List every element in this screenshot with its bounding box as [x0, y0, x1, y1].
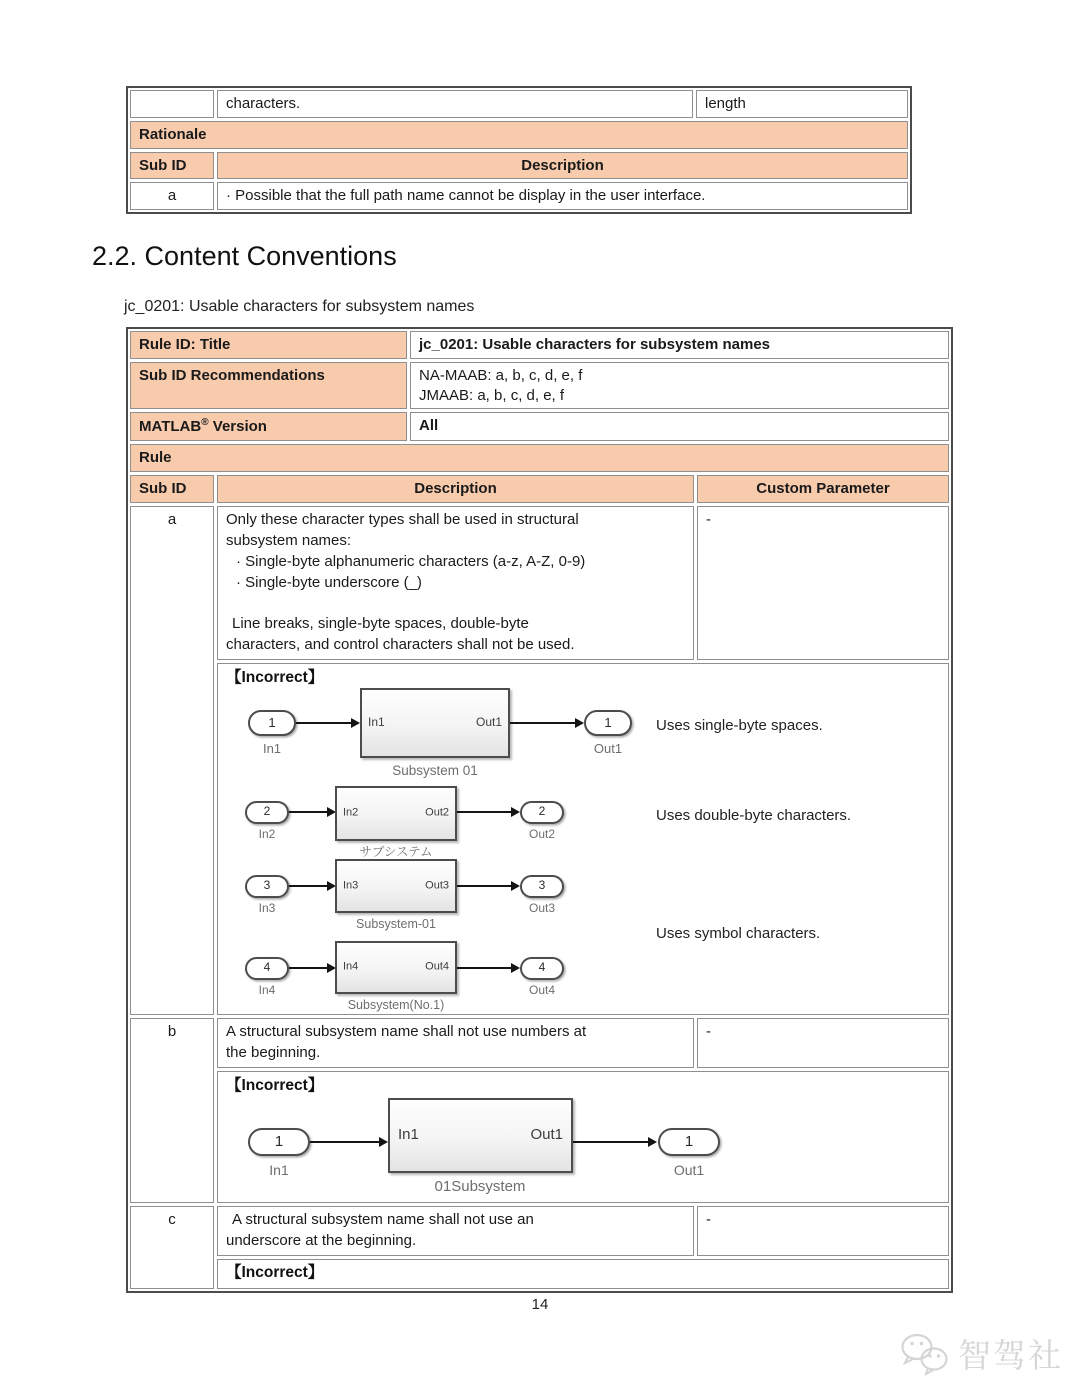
- outport-label: Out2: [528, 826, 555, 841]
- subsystem-name: Subsystem(No.1): [347, 997, 445, 1012]
- subid-header: Sub ID: [130, 152, 214, 180]
- outport-label: Out1: [593, 740, 623, 756]
- na-maab-line: NA-MAAB: a, b, c, d, e, f: [419, 366, 583, 384]
- signal-wire: [457, 811, 512, 813]
- diagram-caption: Uses symbol characters.: [656, 924, 821, 942]
- inport-label: In4: [258, 982, 276, 997]
- jmaab-line: JMAAB: a, b, c, d, e, f: [419, 386, 565, 404]
- inport-label: In1: [262, 740, 282, 756]
- arrowhead-icon: [351, 718, 360, 728]
- col-header-custom-parameter: Custom Parameter: [697, 475, 949, 503]
- inport-block: 3: [245, 875, 289, 898]
- block-inport-label: In3: [343, 879, 359, 892]
- subid-recommendations-label: Sub ID Recommendations: [130, 362, 407, 410]
- subsystem-name: サブシステム: [359, 844, 433, 859]
- signal-wire: [573, 1141, 649, 1143]
- incorrect-label: 【Incorrect】: [226, 1263, 324, 1281]
- diagram-caption: Uses single-byte spaces.: [656, 716, 823, 734]
- description-c: A structural subsystem name shall not use an underscore at the beginning.: [217, 1206, 694, 1256]
- subid-value: a: [130, 182, 214, 210]
- continuation-table: [126, 86, 912, 214]
- rationale-text: · Possible that the full path name cannot be display in the user interface.: [217, 182, 908, 210]
- arrowhead-icon: [511, 881, 520, 891]
- signal-wire: [296, 722, 352, 724]
- inport-label: In3: [258, 900, 276, 915]
- block-inport-label: In4: [343, 961, 359, 974]
- signal-wire: [310, 1141, 380, 1143]
- col-header-subid: Sub ID: [130, 475, 214, 503]
- table-row: [130, 152, 908, 180]
- table-row: [130, 362, 949, 410]
- outport-label: Out4: [528, 982, 555, 997]
- arrowhead-icon: [575, 718, 584, 728]
- wechat-logo-icon: [898, 1331, 952, 1377]
- signal-wire: [457, 967, 512, 969]
- subsystem-block: [388, 1098, 573, 1173]
- rule-table: [126, 327, 953, 1293]
- arrowhead-icon: [511, 807, 520, 817]
- block-outport-label: Out4: [425, 961, 449, 974]
- rule-subheading: jc_0201: Usable characters for subsystem names: [124, 298, 475, 315]
- signal-wire: [289, 885, 329, 887]
- block-inport-label: In2: [343, 807, 359, 820]
- description-a: Only these character types shall be used in structural subsystem names: · Single-byte alphanumeric characters (a-z, A-Z, 0-9) · Single-byte underscore (_) Line breaks, single-byte spaces, double-byte characters, and control characters shall not be used.: [217, 506, 694, 660]
- subid-recommendations-value: [410, 362, 949, 410]
- incorrect-examples-c: [217, 1259, 949, 1289]
- rule-row-a: [130, 506, 949, 1015]
- arrowhead-icon: [511, 963, 520, 973]
- rule-row-b: [130, 1018, 949, 1203]
- subsystem-block: [335, 786, 457, 841]
- custom-param-c: -: [697, 1206, 949, 1256]
- arrowhead-icon: [648, 1137, 657, 1147]
- subsystem-block: [335, 941, 457, 994]
- watermark: [898, 1330, 1063, 1377]
- table-row: [130, 412, 949, 441]
- subsystem-name: Subsystem-01: [356, 916, 436, 931]
- rationale-header: Rationale: [130, 121, 908, 149]
- table-row: [130, 182, 908, 210]
- incorrect-label: 【Incorrect】: [226, 668, 324, 686]
- signal-wire: [289, 967, 329, 969]
- incorrect-label: 【Incorrect】: [226, 1076, 324, 1094]
- arrowhead-icon: [379, 1137, 388, 1147]
- outport-block: 4: [520, 957, 564, 980]
- block-outport-label: Out1: [530, 1126, 563, 1144]
- length-cell: length: [696, 90, 908, 118]
- diagram-caption: Uses double-byte characters.: [656, 806, 852, 824]
- outport-label: Out3: [528, 900, 555, 915]
- table-row: [130, 121, 908, 149]
- table-row: [130, 444, 949, 472]
- characters-cell: characters.: [217, 90, 693, 118]
- description-header: Description: [217, 152, 908, 180]
- table-row: [130, 331, 949, 359]
- rule-row-c: [130, 1206, 949, 1289]
- rule-header: Rule: [130, 444, 949, 472]
- inport-label: In1: [269, 1161, 289, 1178]
- block-outport-label: Out1: [475, 714, 502, 729]
- custom-param-a: -: [697, 506, 949, 660]
- subid-c: c: [130, 1206, 214, 1289]
- matlab-version-label: MATLAB® Version: [130, 412, 407, 441]
- subsystem-block: [335, 859, 457, 913]
- rule-id-value: jc_0201: Usable characters for subsystem names: [410, 331, 949, 359]
- block-inport-label: In1: [368, 714, 385, 729]
- outport-block: 3: [520, 875, 564, 898]
- subid-a: a: [130, 506, 214, 1015]
- matlab-version-value: All: [410, 412, 949, 441]
- outport-block: 2: [520, 801, 564, 824]
- empty-cell: [130, 90, 214, 118]
- inport-block: 1: [248, 1128, 310, 1156]
- col-header-description: Description: [217, 475, 694, 503]
- block-outport-label: Out3: [425, 879, 449, 892]
- inport-block: 1: [248, 710, 296, 736]
- incorrect-examples-b: [217, 1071, 949, 1203]
- description-b: A structural subsystem name shall not use numbers at the beginning.: [217, 1018, 694, 1068]
- subsystem-block: [360, 688, 510, 758]
- table-row: [130, 475, 949, 503]
- outport-label: Out1: [673, 1161, 705, 1178]
- inport-label: In2: [258, 826, 276, 841]
- block-outport-label: Out2: [425, 807, 449, 820]
- outport-block: 1: [584, 710, 632, 736]
- page-number: 14: [531, 1296, 549, 1313]
- inport-block: 2: [245, 801, 289, 824]
- block-inport-label: In1: [398, 1126, 419, 1144]
- signal-wire: [457, 885, 512, 887]
- section-heading: 2.2. Content Conventions: [92, 241, 397, 271]
- signal-wire: [289, 811, 329, 813]
- subsystem-name: Subsystem 01: [392, 762, 478, 778]
- registered-mark: ®: [201, 417, 209, 429]
- watermark-text: 智驾社: [958, 1337, 1063, 1374]
- incorrect-examples-a: [217, 663, 949, 1015]
- subid-b: b: [130, 1018, 214, 1203]
- rule-id-label: Rule ID: Title: [130, 331, 407, 359]
- inport-block: 4: [245, 957, 289, 980]
- outport-block: 1: [658, 1128, 720, 1156]
- signal-wire: [510, 722, 576, 724]
- custom-param-b: -: [697, 1018, 949, 1068]
- subsystem-name: 01Subsystem: [434, 1177, 526, 1195]
- table-row: [130, 90, 908, 118]
